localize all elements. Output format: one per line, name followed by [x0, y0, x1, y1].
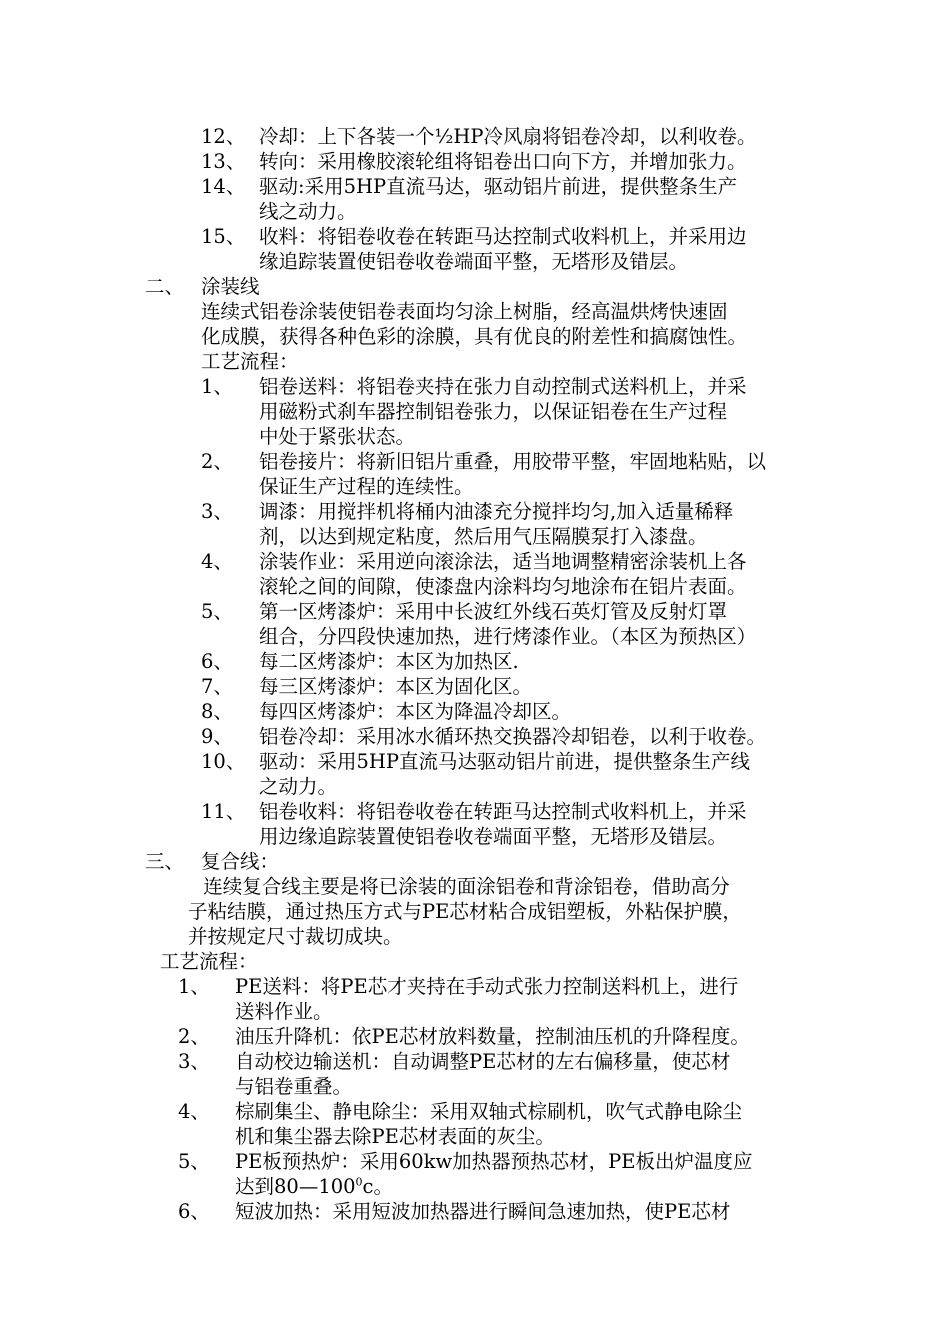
list-number: 8、: [201, 700, 233, 723]
list-number: 12、: [201, 125, 246, 148]
list-item-text: 冷却：上下各装一个½HP冷风扇将铝卷冷却，以利收卷。: [259, 125, 757, 148]
list-item-text: 油压升降机：依PE芯材放料数量，控制油压机的升降程度。: [235, 1025, 750, 1048]
list-number: 4、: [178, 1100, 210, 1123]
list-item-text: PE板预热炉：采用60kw加热器预热芯材，PE板出炉温度应: [235, 1150, 753, 1173]
list-item-text: 棕刷集尘、静电除尘：采用双轴式棕刷机，吹气式静电除尘: [235, 1100, 743, 1123]
list-item-text: 之动力。: [259, 775, 338, 798]
temperature-text: 达到80—100: [235, 1175, 356, 1198]
list-item-text: 用边缘追踪装置使铝卷收卷端面平整，无塔形及错层。: [259, 825, 728, 848]
list-number: 1、: [178, 975, 210, 998]
list-item-text: 机和集尘器去除PE芯材表面的灰尘。: [235, 1125, 555, 1148]
list-number: 14、: [201, 175, 246, 198]
superscript-zero: 0: [355, 1175, 363, 1189]
paragraph-line: 并按规定尺寸裁切成块。: [188, 925, 403, 948]
list-item-text: 缘追踪装置使铝卷收卷端面平整，无塔形及错层。: [259, 250, 689, 273]
list-number: 6、: [178, 1200, 210, 1223]
section-number: 二、: [145, 275, 185, 298]
list-item-text: [235, 1174, 393, 1199]
list-number: 3、: [178, 1050, 210, 1073]
list-item-text: 铝卷冷却：采用冰水循环热交换器冷却铝卷，以利于收卷。: [259, 725, 767, 748]
list-item-text: 涂装作业：采用逆向滚涂法，适当地调整精密涂装机上各: [259, 550, 747, 573]
list-number: 2、: [201, 450, 233, 473]
list-item-text: 转向：采用橡胶滚轮组将铝卷出口向下方，并增加张力。: [259, 150, 747, 173]
list-item-text: 每四区烤漆炉：本区为降温冷却区。: [259, 700, 572, 723]
process-label: 工艺流程：: [201, 350, 299, 373]
list-number: 9、: [201, 725, 233, 748]
list-item-text: 驱动:采用5HP直流马达，驱动铝片前进，提供整条生产: [259, 175, 738, 198]
list-item-text: 收料：将铝卷收卷在转距马达控制式收料机上，并采用边: [259, 225, 747, 248]
list-item-text: 线之动力。: [259, 200, 357, 223]
list-item-text: 保证生产过程的连续性。: [259, 475, 474, 498]
list-item-text: 剂，以达到规定粘度，然后用气压隔膜泵打入漆盘。: [259, 525, 708, 548]
list-number: 2、: [178, 1025, 210, 1048]
list-item-text: 调漆：用搅拌机将桶内油漆充分搅拌均匀,加入适量稀释: [259, 500, 734, 523]
list-item-text: PE送料：将PE芯才夹持在手动式张力控制送料机上，进行: [235, 975, 739, 998]
list-item-text: 铝卷送料：将铝卷夹持在张力自动控制式送料机上，并采: [259, 375, 747, 398]
list-item-text: 送料作业。: [235, 1000, 333, 1023]
list-number: 1、: [201, 375, 233, 398]
list-number: 10、: [201, 750, 246, 773]
list-item-text: 滚轮之间的间隙，使漆盘内涂料均匀地涂布在铝片表面。: [259, 575, 747, 598]
list-item-text: 每三区烤漆炉：本区为固化区。: [259, 675, 533, 698]
list-number: 5、: [178, 1150, 210, 1173]
temperature-unit: c。: [362, 1175, 393, 1198]
list-number: 5、: [201, 600, 233, 623]
paragraph-line: 连续复合线主要是将已涂装的面涂铝卷和背涂铝卷，借助高分: [197, 875, 730, 898]
list-item-text: 铝卷收料：将铝卷收卷在转距马达控制式收料机上，并采: [259, 800, 747, 823]
list-item-text: 铝卷接片：将新旧铝片重叠，用胶带平整，牢固地粘贴，以: [259, 450, 767, 473]
list-item-text: 第一区烤漆炉：采用中长波红外线石英灯管及反射灯罩: [259, 600, 728, 623]
list-item-text: 每二区烤漆炉：本区为加热区.: [259, 650, 519, 673]
paragraph-line: 连续式铝卷涂装使铝卷表面均匀涂上树脂，经高温烘烤快速固: [201, 300, 728, 323]
paragraph-line: 子粘结膜，通过热压方式与PE芯材粘合成铝塑板，外粘保护膜，: [188, 900, 742, 923]
section-title: 复合线：: [201, 850, 280, 873]
list-item-text: 组合，分四段快速加热，进行烤漆作业。（本区为预热区）: [259, 625, 757, 648]
list-item-text: 驱动：采用5HP直流马达驱动铝片前进，提供整条生产线: [259, 750, 751, 773]
list-item-text: 与铝卷重叠。: [235, 1075, 353, 1098]
list-item-text: 中处于紧张状态。: [259, 425, 416, 448]
list-item-text: 自动校边输送机：自动调整PE芯材的左右偏移量，使芯材: [235, 1050, 731, 1073]
list-number: 11、: [201, 800, 246, 823]
process-label: 工艺流程：: [160, 950, 258, 973]
section-title: 涂装线: [201, 275, 260, 298]
list-number: 6、: [201, 650, 233, 673]
list-number: 7、: [201, 675, 233, 698]
list-number: 4、: [201, 550, 233, 573]
section-number: 三、: [145, 850, 185, 873]
list-item-text: 短波加热：采用短波加热器进行瞬间急速加热，使PE芯材: [235, 1200, 731, 1223]
list-number: 15、: [201, 225, 246, 248]
paragraph-line: 化成膜，获得各种色彩的涂膜，具有优良的附差性和搞腐蚀性。: [201, 325, 748, 348]
list-item-text: 用磁粉式刹车器控制铝卷张力，以保证铝卷在生产过程: [259, 400, 728, 423]
list-number: 3、: [201, 500, 233, 523]
list-number: 13、: [201, 150, 246, 173]
